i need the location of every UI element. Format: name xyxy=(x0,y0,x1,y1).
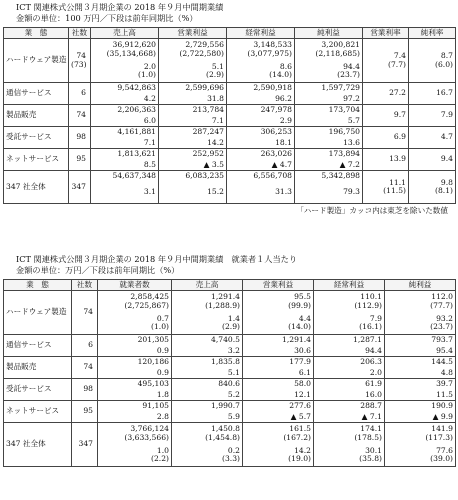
table2-value: 1,990.7 xyxy=(172,401,243,412)
table2-change: 4.4 (14.0) xyxy=(243,313,314,335)
table1-change: 5.7 xyxy=(295,116,363,127)
table2-row xyxy=(4,401,456,412)
table2-change: 30.1 (35.8) xyxy=(314,445,385,467)
table2-change: 12.1 xyxy=(243,390,314,401)
table1-count: 98 xyxy=(69,127,91,149)
table2-row xyxy=(4,291,456,313)
table2-change: ▲ 5.7 xyxy=(243,412,314,423)
table2-count: 6 xyxy=(72,335,98,357)
table2-value: 141.9 (117.3) xyxy=(385,423,456,445)
table1-category: 通信サービス xyxy=(4,83,69,105)
table1-margin: 8.7 (6.0) xyxy=(409,39,456,83)
table1-margin: 13.9 xyxy=(363,149,409,171)
table1-margin: 7.4 (7.7) xyxy=(363,39,409,83)
table1-value: 2,729,556 (2,722,580) xyxy=(159,39,227,61)
table2-header-1: 社数 xyxy=(72,280,98,291)
table1-value: 173,704 xyxy=(295,105,363,116)
table1-header-1: 社数 xyxy=(69,28,91,39)
table1-count: 347 xyxy=(69,171,91,204)
table1-change: ▲ 7.2 xyxy=(295,160,363,171)
table2-title: ICT 関連株式公開３月期企業の 2018 年９月中間期業績 就業者１人当たり xyxy=(16,254,298,264)
table2-change: 6.1 xyxy=(243,368,314,379)
table2-category: 製品販売 xyxy=(4,357,72,379)
table1-change: 3.1 xyxy=(91,182,159,204)
table1-value: 2,206,363 xyxy=(91,105,159,116)
table2-value: 1,450.8 (1,454.8) xyxy=(172,423,243,445)
table1-change: 8.6 (14.0) xyxy=(227,61,295,83)
table2-value: 174.1 (178.5) xyxy=(314,423,385,445)
table1-margin: 11.1 (11.5) xyxy=(363,171,409,204)
table1-value: 252,952 xyxy=(159,149,227,160)
table1-change: 31.8 xyxy=(159,94,227,105)
table2-change: ▲ 7.1 xyxy=(314,412,385,423)
table2-change: 5.1 xyxy=(172,368,243,379)
table2-value: 840.6 xyxy=(172,379,243,390)
table2-value: 110.1 (112.9) xyxy=(314,291,385,313)
table2-change: 1.4 (2.9) xyxy=(172,313,243,335)
table2-category: 347 社全体 xyxy=(4,423,72,467)
table2-value: 277.6 xyxy=(243,401,314,412)
table2-value: 2,858,425 (2,725,867) xyxy=(98,291,172,313)
table1-count: 74 (73) xyxy=(69,39,91,83)
table1-value: 196,750 xyxy=(295,127,363,138)
table1-value: 3,148,533 (3,077,975) xyxy=(227,39,295,61)
table2-header-3: 売上高 xyxy=(172,280,243,291)
table2-change: 5.9 xyxy=(172,412,243,423)
table1-row xyxy=(4,149,456,160)
table2-count: 95 xyxy=(72,401,98,423)
table1-value: 6,556,708 xyxy=(227,171,295,182)
table1-row xyxy=(4,127,456,138)
table2-change: 16.0 xyxy=(314,390,385,401)
table2-change: 4.8 xyxy=(385,368,456,379)
table1-note: 「ハード製造」カッコ内は東芝を除いた数値 xyxy=(296,206,448,215)
table2-value: 95.5 (99.9) xyxy=(243,291,314,313)
table2-value: 1,287.1 xyxy=(314,335,385,346)
table2-change: 7.9 (16.1) xyxy=(314,313,385,335)
table2-change: 0.9 xyxy=(98,346,172,357)
table2-value: 4,740.5 xyxy=(172,335,243,346)
table1-category: 受託サービス xyxy=(4,127,69,149)
table2-header-0: 業 態 xyxy=(4,280,72,291)
table2-change: 1.0 (2.2) xyxy=(98,445,172,467)
table1-change: 97.2 xyxy=(295,94,363,105)
table2-value: 91,105 xyxy=(98,401,172,412)
table2-change: 77.6 (39.0) xyxy=(385,445,456,467)
table2-category: ネットサービス xyxy=(4,401,72,423)
table2-count: 98 xyxy=(72,379,98,401)
table2-header-4: 営業利益 xyxy=(243,280,314,291)
table1-margin: 4.7 xyxy=(409,127,456,149)
table1-change: 7.1 xyxy=(159,116,227,127)
table2-change: 5.2 xyxy=(172,390,243,401)
table1-margin: 9.4 xyxy=(409,149,456,171)
table1-value: 173,894 xyxy=(295,149,363,160)
table2-change: 3.2 xyxy=(172,346,243,357)
table2-change: 1.8 xyxy=(98,390,172,401)
table1-change: 14.2 xyxy=(159,138,227,149)
table2-category: ハードウェア製造 xyxy=(4,291,72,335)
table2 xyxy=(3,279,456,467)
table2-value: 1,835.8 xyxy=(172,357,243,368)
table1-header-7: 純利率 xyxy=(409,28,456,39)
table2-header-5: 経常利益 xyxy=(314,280,385,291)
table2-change: 2.8 xyxy=(98,412,172,423)
table2-change: 30.6 xyxy=(243,346,314,357)
table1-margin: 7.9 xyxy=(409,105,456,127)
table2-value: 1,291.4 xyxy=(243,335,314,346)
table2-value: 58.0 xyxy=(243,379,314,390)
table1-change: 7.1 xyxy=(91,138,159,149)
table2-change: 0.2 (3.3) xyxy=(172,445,243,467)
table1-header-0: 業 態 xyxy=(4,28,69,39)
table2-change: 0.9 xyxy=(98,368,172,379)
table1-change: 94.4 (23.7) xyxy=(295,61,363,83)
table1-count: 74 xyxy=(69,105,91,127)
table2-count: 347 xyxy=(72,423,98,467)
table1-value: 6,083,235 xyxy=(159,171,227,182)
table2-value: 206.3 xyxy=(314,357,385,368)
table2-value: 793.7 xyxy=(385,335,456,346)
table2-change: 14.2 (19.0) xyxy=(243,445,314,467)
table1-margin: 9.8 (8.1) xyxy=(409,171,456,204)
table1-value: 1,597,729 xyxy=(295,83,363,94)
table1-header-6: 営業利率 xyxy=(363,28,409,39)
table1-change: 79.3 xyxy=(295,182,363,204)
table1-margin: 27.2 xyxy=(363,83,409,105)
table1 xyxy=(3,27,456,204)
table2-change: 0.7 (1.0) xyxy=(98,313,172,335)
table2-value: 201,305 xyxy=(98,335,172,346)
table1-count: 95 xyxy=(69,149,91,171)
table2-row xyxy=(4,335,456,346)
table1-row xyxy=(4,39,456,61)
table2-change: 11.5 xyxy=(385,390,456,401)
table1-value: 2,590,918 xyxy=(227,83,295,94)
table2-change: 94.4 xyxy=(314,346,385,357)
table1-margin: 16.7 xyxy=(409,83,456,105)
table1-subtitle: 金額の単位：100 万円／下段は前年同期比（%） xyxy=(16,13,198,23)
table1-header-2: 売上高 xyxy=(91,28,159,39)
table1-change: 96.2 xyxy=(227,94,295,105)
table1-margin: 6.9 xyxy=(363,127,409,149)
table1-value: 306,253 xyxy=(227,127,295,138)
table1-header-3: 営業利益 xyxy=(159,28,227,39)
table1-change: 8.5 xyxy=(91,160,159,171)
table1-change: 15.2 xyxy=(159,182,227,204)
table1-title: ICT 関連株式公開３月期企業の 2018 年９月中間期業績 xyxy=(16,2,224,12)
table2-value: 161.5 (167.2) xyxy=(243,423,314,445)
table1-change: 2.9 xyxy=(227,116,295,127)
table1-change: 6.0 xyxy=(91,116,159,127)
table2-row xyxy=(4,423,456,445)
table2-row xyxy=(4,379,456,390)
table2-category: 受託サービス xyxy=(4,379,72,401)
table1-row xyxy=(4,105,456,116)
table1-row xyxy=(4,83,456,94)
table1-value: 5,342,898 xyxy=(295,171,363,182)
table2-subtitle: 金額の単位：万円／下段は前年同期比（%） xyxy=(16,265,180,275)
table1-category: 347 社全体 xyxy=(4,171,69,204)
table1-category: ネットサービス xyxy=(4,149,69,171)
table1-value: 287,247 xyxy=(159,127,227,138)
table2-count: 74 xyxy=(72,291,98,335)
table2-value: 1,291.4 (1,288.9) xyxy=(172,291,243,313)
table1-value: 2,599,696 xyxy=(159,83,227,94)
table1-value: 263,026 xyxy=(227,149,295,160)
table2-change: ▲ 9.9 xyxy=(385,412,456,423)
table1-change: 18.1 xyxy=(227,138,295,149)
table1-value: 1,813,621 xyxy=(91,149,159,160)
table1-change: ▲ 4.7 xyxy=(227,160,295,171)
table1-change: 4.2 xyxy=(91,94,159,105)
table1-header-5: 純利益 xyxy=(295,28,363,39)
table1-count: 6 xyxy=(69,83,91,105)
table2-value: 39.7 xyxy=(385,379,456,390)
table2-value: 61.9 xyxy=(314,379,385,390)
table2-change: 2.0 xyxy=(314,368,385,379)
table1-change: 31.3 xyxy=(227,182,295,204)
table2-count: 74 xyxy=(72,357,98,379)
table1-value: 3,200,821 (2,118,685) xyxy=(295,39,363,61)
table1-value: 9,542,863 xyxy=(91,83,159,94)
table1-category: ハードウェア製造 xyxy=(4,39,69,83)
table1-header-4: 経常利益 xyxy=(227,28,295,39)
table1-value: 213,784 xyxy=(159,105,227,116)
table1-value: 247,978 xyxy=(227,105,295,116)
table2-value: 288.7 xyxy=(314,401,385,412)
table1-change: 13.6 xyxy=(295,138,363,149)
table1-value: 4,161,881 xyxy=(91,127,159,138)
table2-header-6: 純利益 xyxy=(385,280,456,291)
table1-change: ▲ 3.5 xyxy=(159,160,227,171)
table2-value: 495,103 xyxy=(98,379,172,390)
table2-change: 93.2 (23.7) xyxy=(385,313,456,335)
table1-change: 2.0 (1.0) xyxy=(91,61,159,83)
table2-value: 144.5 xyxy=(385,357,456,368)
table1-value: 36,912,620 (35,134,668) xyxy=(91,39,159,61)
table2-value: 190.9 xyxy=(385,401,456,412)
table2-value: 120,186 xyxy=(98,357,172,368)
table1-row xyxy=(4,171,456,182)
table2-value: 112.0 (77.7) xyxy=(385,291,456,313)
table1-change: 5.1 (2.9) xyxy=(159,61,227,83)
table1-margin: 9.7 xyxy=(363,105,409,127)
table1-value: 54,637,348 xyxy=(91,171,159,182)
table1-category: 製品販売 xyxy=(4,105,69,127)
table2-value: 177.9 xyxy=(243,357,314,368)
table2-change: 95.4 xyxy=(385,346,456,357)
table2-category: 通信サービス xyxy=(4,335,72,357)
table2-value: 3,766,124 (3,633,566) xyxy=(98,423,172,445)
table2-header-2: 就業者数 xyxy=(98,280,172,291)
table2-row xyxy=(4,357,456,368)
